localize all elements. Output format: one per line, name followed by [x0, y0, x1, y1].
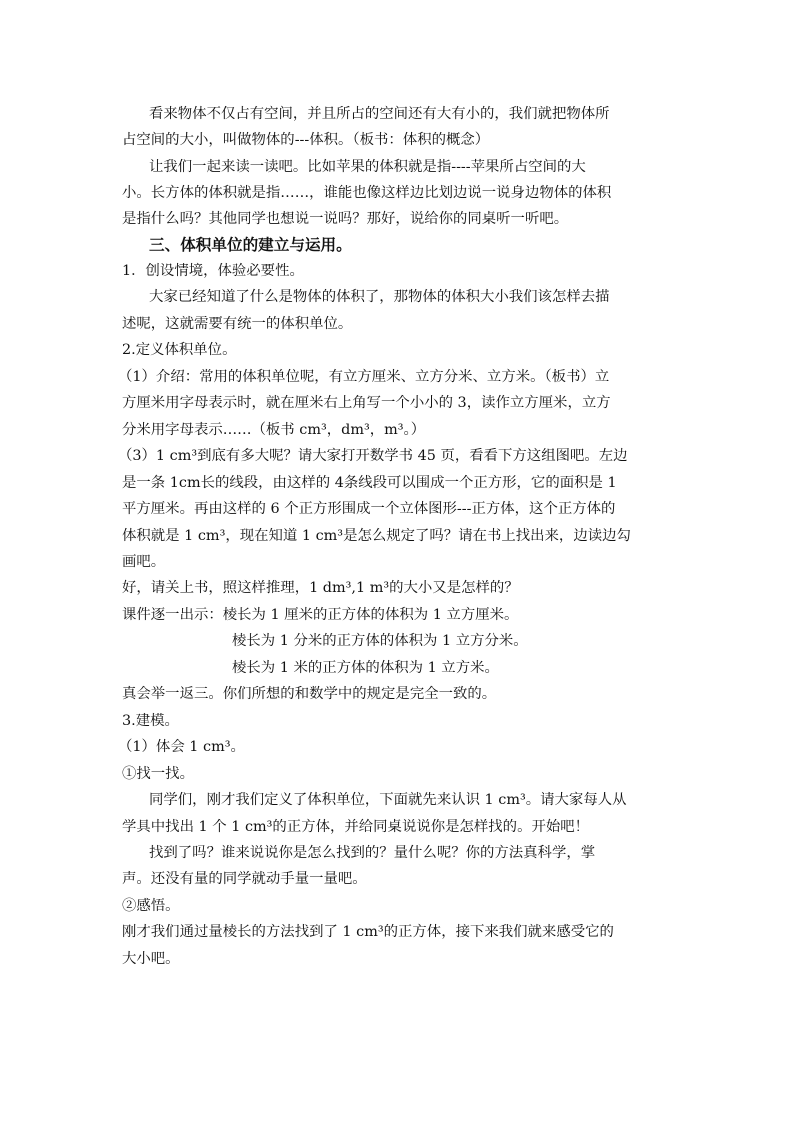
paragraph-line: 分米用字母表示……（板书 cm³，dm³，m³。）: [122, 422, 426, 438]
paragraph-line: 棱长为 1 分米的正方体的体积为 1 立方分米。: [232, 633, 528, 649]
paragraph-line: 找到了吗？谁来说说你是怎么找到的？量什么呢？你的方法真科学，掌: [149, 845, 596, 861]
paragraph-line: 平方厘米。再由这样的 6 个正方形围成一个立体图形---正方体，这个正方体的: [122, 501, 616, 517]
section-heading: 三、体积单位的建立与运用。: [149, 235, 352, 254]
paragraph-line: 让我们一起来读一读吧。比如苹果的体积就是指----苹果所占空间的大: [149, 159, 586, 175]
paragraph-line: 大小吧。: [122, 951, 180, 967]
paragraph-line: 真会举一返三。你们所想的和数学中的规定是完全一致的。: [122, 686, 497, 702]
paragraph-line: 同学们，刚才我们定义了体积单位，下面就先来认识 1 cm³。请大家每人从: [149, 792, 627, 808]
paragraph-line: （3）1 cm³到底有多大呢？请大家打开数学书 45 页，看看下方这组图吧。左边: [118, 448, 628, 464]
paragraph-line: 棱长为 1 米的正方体的体积为 1 立方米。: [232, 660, 499, 676]
paragraph-line: 好，请关上书，照这样推理，1 dm³,1 m³的大小又是怎样的？: [122, 580, 519, 596]
paragraph-line: 3.建模。: [122, 713, 179, 729]
paragraph-line: 小。长方体的体积就是指……，谁能也像这样边比划边说一说身边物体的体积: [122, 185, 612, 201]
paragraph-line: （1）介绍：常用的体积单位呢，有立方厘米、立方分米、立方米。（板书）立: [118, 369, 610, 385]
paragraph-line: 1．创设情境，体验必要性。: [122, 263, 304, 279]
paragraph-line: 大家已经知道了什么是物体的体积了，那物体的体积大小我们该怎样去描: [149, 289, 610, 305]
paragraph-line: 是一条 1cm长的线段，由这样的 4条线段可以围成一个正方形，它的面积是 1: [122, 475, 617, 491]
paragraph-line: ①找一找。: [122, 766, 194, 782]
paragraph-line: 方厘米用字母表示时，就在厘米右上角写一个小小的 3，读作立方厘米，立方: [122, 395, 611, 411]
paragraph-line: 学具中找出 1 个 1 cm³的正方体，并给同桌说说你是怎样找的。开始吧！: [122, 819, 590, 835]
paragraph-line: 述呢，这就需要有统一的体积单位。: [122, 316, 353, 332]
paragraph-line: 占空间的大小，叫做物体的---体积。（板书：体积的概念）: [122, 132, 490, 148]
paragraph-line: 刚才我们通过量棱长的方法找到了 1 cm³的正方体，接下来我们就来感受它的: [122, 924, 614, 940]
paragraph-line: 体积就是 1 cm³，现在知道 1 cm³是怎么规定了吗？请在书上找出来，边读边勾: [122, 528, 631, 544]
paragraph-line: ②感悟。: [122, 898, 180, 914]
paragraph-line: 课件逐一出示：棱长为 1 厘米的正方体的体积为 1 立方厘米。: [122, 607, 519, 623]
paragraph-line: 看来物体不仅占有空间，并且所占的空间还有大有小的，我们就把物体所: [149, 106, 610, 122]
paragraph-line: 声。还没有量的同学就动手量一量吧。: [122, 871, 367, 887]
paragraph-line: （1）体会 1 cm³。: [118, 739, 245, 755]
paragraph-line: 画吧。: [122, 554, 166, 570]
paragraph-line: 2.定义体积单位。: [122, 342, 237, 358]
paragraph-line: 是指什么吗？其他同学也想说一说吗？那好，说给你的同桌听一听吧。: [122, 211, 569, 227]
